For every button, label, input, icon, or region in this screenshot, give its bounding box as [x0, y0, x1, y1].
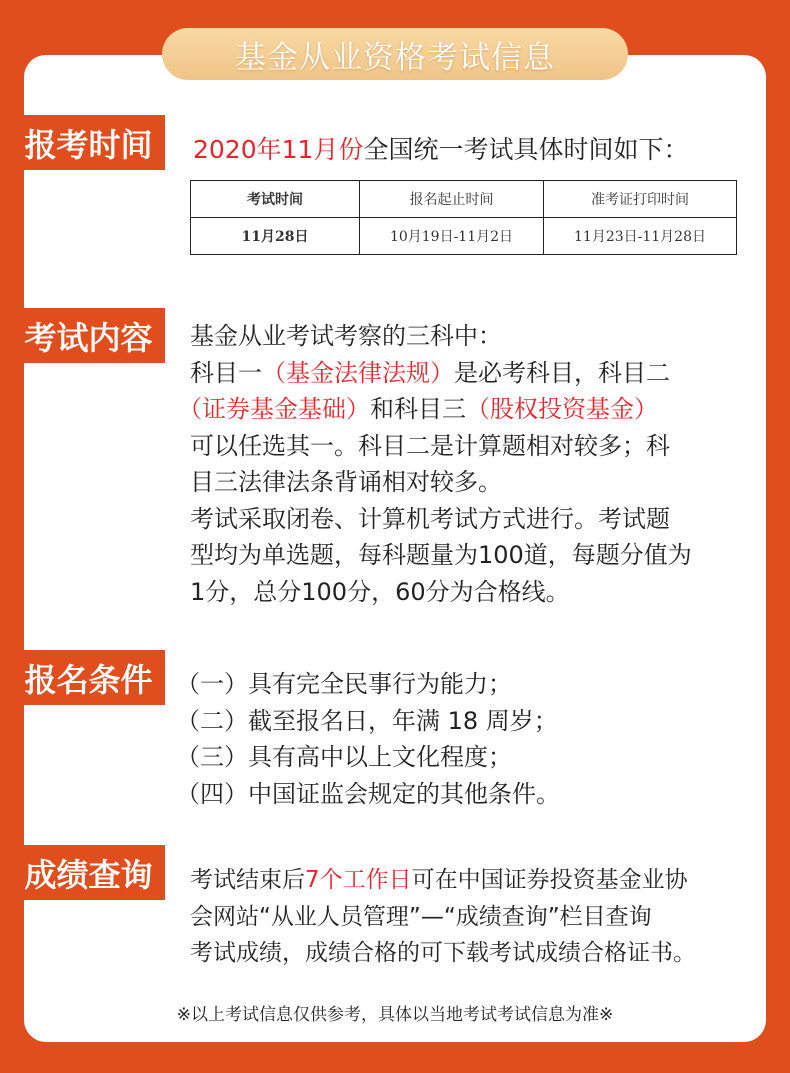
results-days: 7个工作日 — [305, 867, 412, 893]
conditions-list — [176, 666, 736, 812]
table-header-cell: 准考证打印时间 — [544, 181, 737, 218]
results-line: 考试成绩，成绩合格的可下载考试成绩合格证书。 — [190, 940, 696, 966]
list-item: （三）具有高中以上文化程度； — [176, 743, 512, 771]
content-text: 和科目三 — [370, 395, 466, 423]
table-cell: 11月28日 — [191, 218, 360, 255]
results-text — [190, 862, 770, 972]
list-item: （一）具有完全民事行为能力； — [176, 670, 512, 698]
content-text: 是必考科目，科目二 — [454, 358, 670, 387]
footer-note: ※以上考试信息仅供参考，具体以当地考试考试信息为准※ — [176, 1005, 614, 1025]
exam-time-intro-text: 全国统一考试具体时间如下： — [363, 135, 689, 164]
subject-two: （证券基金基础） — [178, 395, 370, 423]
results-text-part: 可在中国证券投资基金业协 — [411, 867, 688, 893]
table-row — [191, 218, 737, 255]
exam-schedule-table — [190, 180, 737, 255]
list-item: （二）截至报名日，年满 18 周岁； — [176, 706, 558, 735]
content-line: 可以任选其一。科目二是计算题相对较多；科 — [190, 431, 670, 460]
page-title-banner — [162, 28, 628, 80]
content-line: 1分，总分100分，60分为合格线。 — [190, 577, 570, 606]
exam-month: 2020年11月份 — [193, 135, 364, 164]
table-header-cell: 考试时间 — [191, 181, 360, 218]
subject-one: （基金法律法规） — [262, 358, 454, 387]
table-header-row — [191, 181, 737, 218]
table-header-cell: 报名起止时间 — [360, 181, 544, 218]
subject-three: （股权投资基金） — [466, 395, 658, 423]
content-line: 型均为单选题，每科题量为100道，每题分值为 — [190, 541, 692, 569]
list-item: （四）中国证监会规定的其他条件。 — [176, 779, 560, 808]
results-line — [190, 862, 770, 899]
content-line: 基金从业考试考察的三科中： — [190, 322, 502, 350]
content-line — [178, 391, 750, 428]
exam-time-intro — [193, 132, 688, 168]
content-line: 考试采取闭卷、计算机考试方式进行。考试题 — [190, 504, 670, 533]
results-line: 会网站“从业人员管理”—“成绩查询”栏目查询 — [190, 903, 652, 930]
content-text: 科目一 — [190, 358, 262, 387]
content-line — [190, 355, 750, 392]
exam-content-text — [178, 318, 750, 610]
table-cell: 10月19日-11月2日 — [360, 218, 544, 255]
section-label-exam-time: 报考时间 — [12, 115, 165, 170]
section-label-conditions: 报名条件 — [12, 650, 165, 705]
section-label-exam-content: 考试内容 — [12, 308, 165, 363]
page-title: 基金从业资格考试信息 — [235, 39, 555, 76]
results-text-part: 考试结束后 — [190, 867, 305, 893]
content-line: 目三法律法条背诵相对较多。 — [190, 468, 502, 496]
table-cell: 11月23日-11月28日 — [544, 218, 737, 255]
section-label-results: 成绩查询 — [12, 845, 165, 900]
